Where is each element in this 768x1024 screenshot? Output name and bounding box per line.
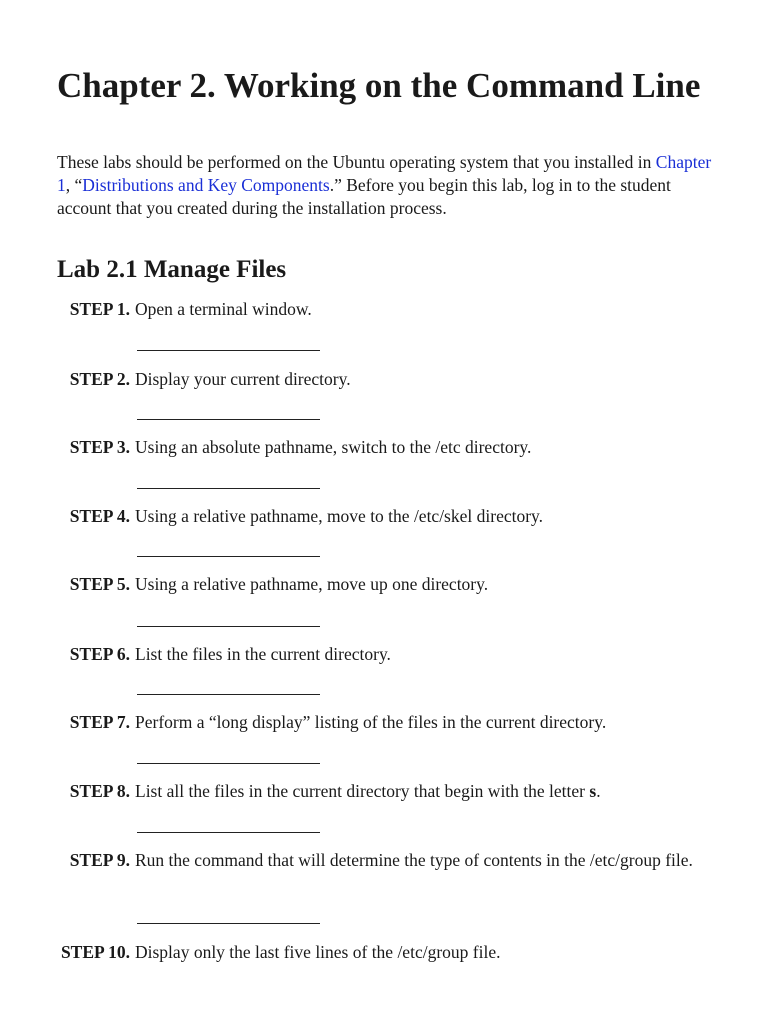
step-label: STEP 2. [69,369,130,389]
step-label: STEP 6. [69,644,130,664]
answer-line-6[interactable] [137,694,320,695]
step-label: STEP 8. [69,781,130,801]
answer-line-9[interactable] [137,923,320,924]
step-label: STEP 5. [69,574,130,594]
letter-s: s [589,781,597,801]
step-text: Run the command that will determine the type of contents in the /etc/group file. [135,850,693,870]
answer-line-4[interactable] [137,556,320,557]
answer-line-7[interactable] [137,763,320,764]
step-text-main: List all the files in the current directory that begin with the letter [135,781,590,801]
intro-paragraph [57,151,727,220]
step-text-tail: . [596,781,601,801]
step-text: Using a relative pathname, move to the /etc/skel directory. [135,506,544,526]
answer-line-3[interactable] [137,488,320,489]
intro-text-3: .” Before you begin this lab, log in to the student account that you created during the installation process. [57,175,671,218]
chapter-title: Chapter 2. Working on the Command Line [57,66,701,105]
step-text: List the files in the current directory. [135,644,391,664]
answer-line-1[interactable] [137,350,320,351]
step-text: Using an absolute pathname, switch to the /etc directory. [135,437,532,457]
distributions-link[interactable]: Distributions and Key Components [82,175,330,195]
step-label: STEP 3. [69,437,130,457]
answer-line-5[interactable] [137,626,320,627]
step-text: Display only the last five lines of the /etc/group file. [135,942,501,962]
step-label: STEP 4. [69,506,130,526]
step-text: Open a terminal window. [135,299,312,319]
step-text: Display your current directory. [135,369,351,389]
step-text: Using a relative pathname, move up one directory. [135,574,489,594]
step-label: STEP 9. [69,850,130,870]
lab-title: Lab 2.1 Manage Files [57,256,287,283]
step-label: STEP 10. [60,942,130,962]
intro-text-2: , “ [65,175,83,195]
chapter-1-link[interactable]: Chapter 1 [57,152,712,195]
step-label: STEP 7. [69,712,130,732]
answer-line-8[interactable] [137,832,320,833]
step-text [135,780,705,803]
step-label: STEP 1. [69,299,130,319]
answer-line-2[interactable] [137,419,320,420]
intro-text-1: These labs should be performed on the Ubuntu operating system that you installed in [57,152,656,172]
step-text: Perform a “long display” listing of the files in the current directory. [135,712,607,732]
